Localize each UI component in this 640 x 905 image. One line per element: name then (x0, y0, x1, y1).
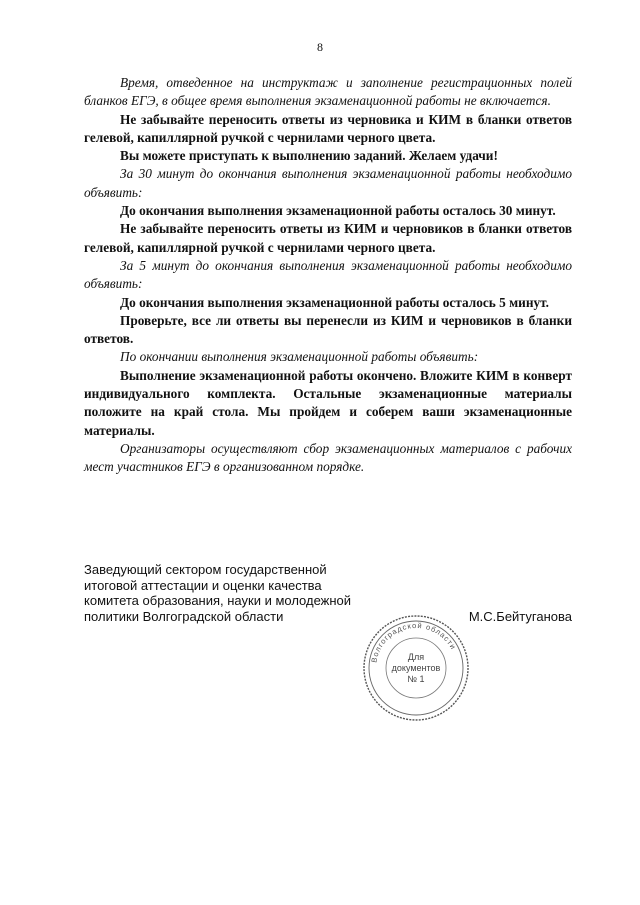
official-stamp (360, 612, 472, 724)
signer-position-line: итоговой аттестации и оценки качества (84, 577, 322, 593)
stamp-line-2: документов (391, 663, 441, 673)
stamp-line-3: № 1 (407, 674, 425, 684)
paragraph-5min-note: За 5 минут до окончания выполнения экзаменационной работы необходимо объявить: (84, 257, 572, 292)
signer-position-line: политики Волгоградской области (84, 608, 284, 624)
paragraph-end-note: По окончании выполнения экзаменационной работы объявить: (120, 349, 479, 365)
paragraph-5min-announcement: До окончания выполнения экзаменационной работы осталось 5 минут. (120, 294, 549, 310)
signer-position-line: Заведующий сектором государственной (84, 562, 327, 577)
stamp-line-1: Для (407, 652, 425, 662)
paragraph-check-answers: Проверьте, все ли ответы вы перенесли из КИМ и черновиков в бланки ответов. (84, 312, 572, 347)
paragraph-start-work: Вы можете приступать к выполнению заданий. Желаем удачи! (120, 148, 498, 164)
signature-section (84, 562, 572, 624)
stamp-ring-text: Волгоградской области (369, 620, 459, 664)
signer-position (84, 562, 384, 624)
paragraph-transfer-reminder-2: Не забывайте переносить ответы из КИМ и черновиков в бланки ответов гелевой, капиллярной ручкой с чернилами черного цвета. (84, 221, 572, 255)
paragraph-end-announcement: Выполнение экзаменационной работы окончено. Вложите КИМ в конверт индивидуального комплекта. Остальные экзаменационные материалы положите на край стола. Мы пройдем и соберем ваши экзаменационные материалы. (84, 367, 572, 438)
page-number: 8 (317, 40, 323, 54)
document-body (84, 74, 572, 477)
paragraph-30min-note: За 30 минут до окончания выполнения экзаменационной работы необходимо объявить: (84, 166, 572, 200)
signer-name: М.С.Бейтуганова (468, 608, 572, 624)
paragraph-30min-announcement: До окончания выполнения экзаменационной работы осталось 30 минут. (120, 203, 556, 219)
paragraph-collection-note: Организаторы осуществляют сбор экзаменационных материалов с рабочих мест участников ЕГЭ в организованном порядке. (84, 440, 572, 475)
paragraph-transfer-reminder: Не забывайте переносить ответы из черновика и КИМ в бланки ответов гелевой, капиллярной ручкой с чернилами черного цвета. (84, 111, 572, 145)
paragraph-instruction-time: Время, отведенное на инструктаж и заполнение регистрационных полей бланков ЕГЭ, в общее время выполнения экзаменационной работы не включается. (84, 75, 572, 109)
signer-position-line: комитета образования, науки и молодежной (84, 593, 352, 608)
